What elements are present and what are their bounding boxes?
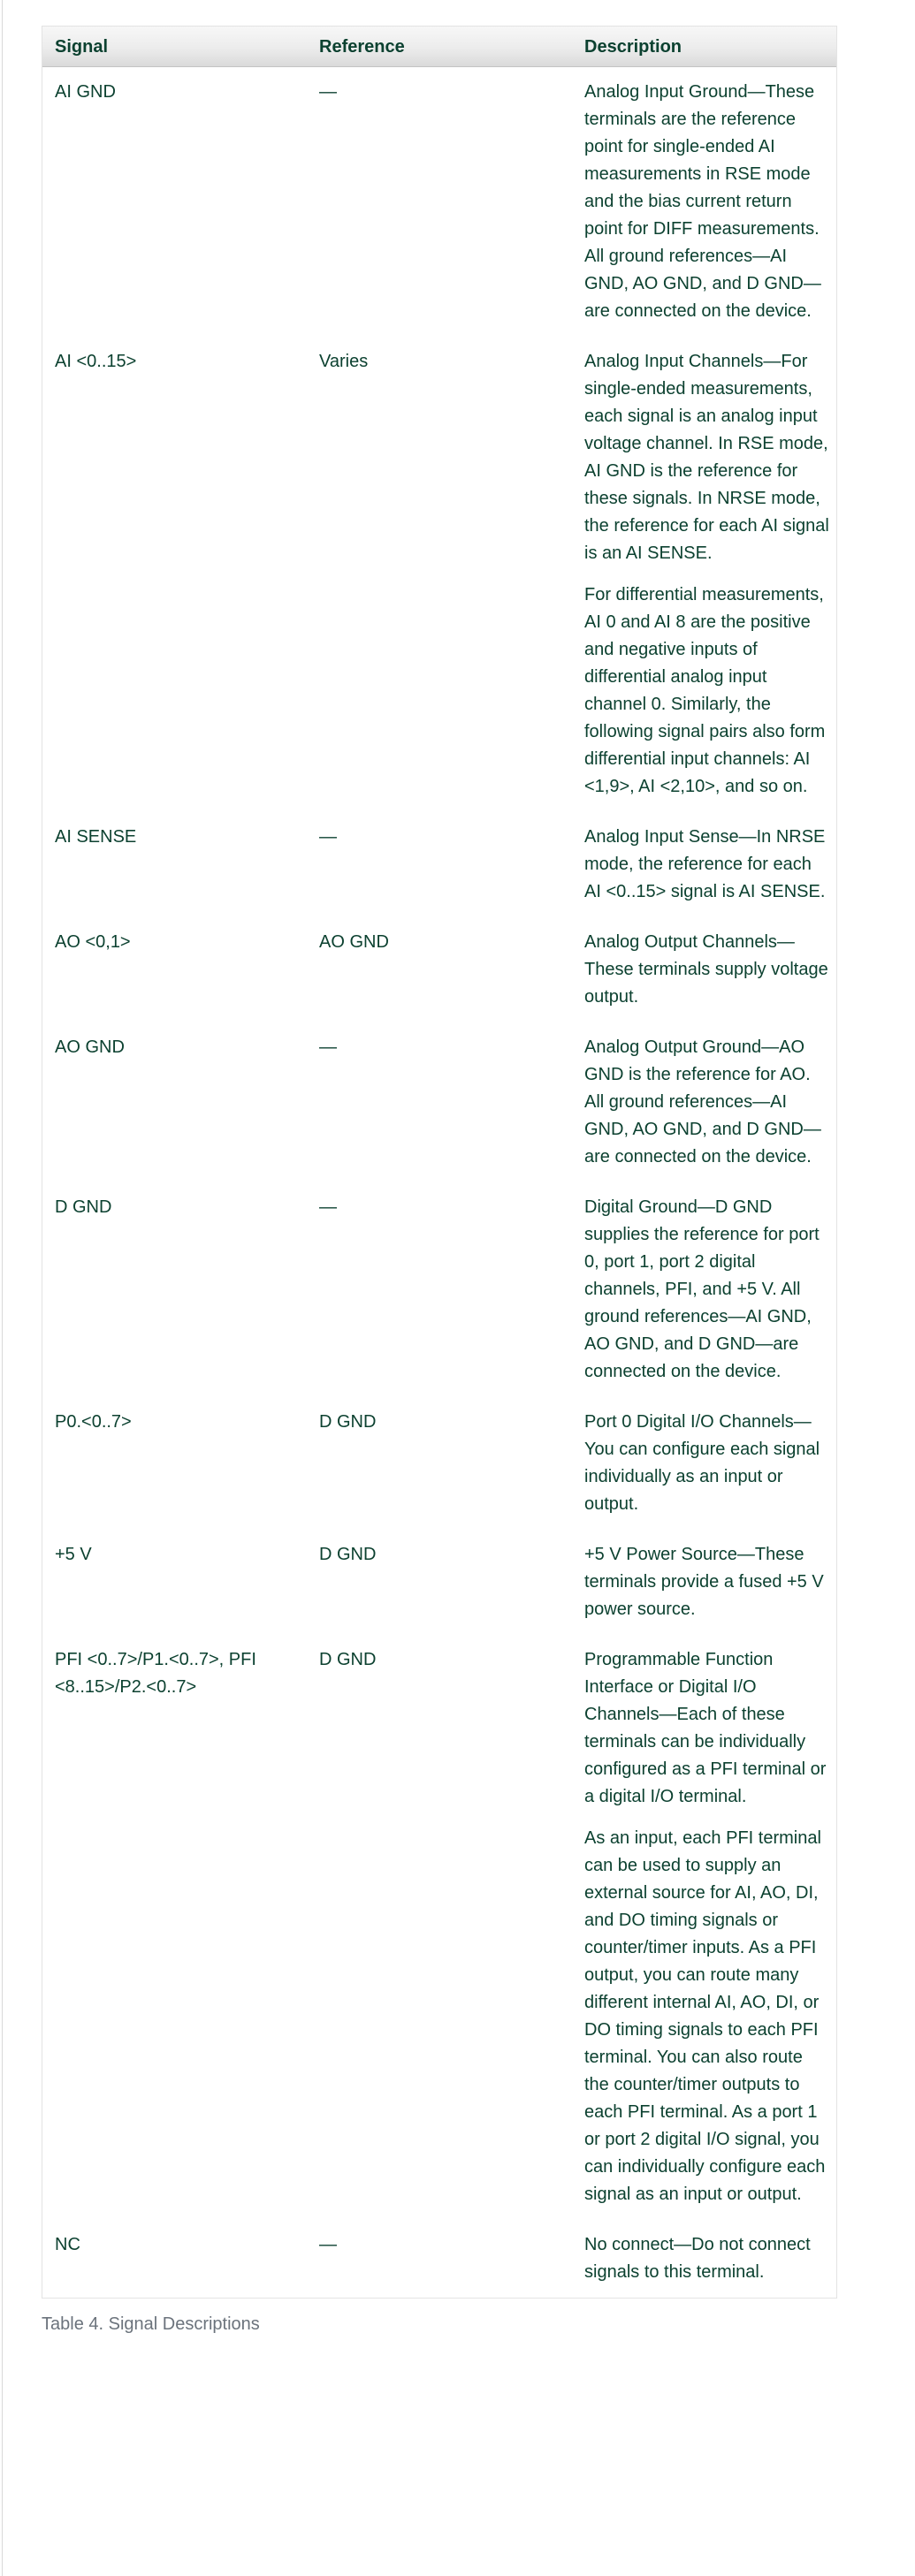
description-cell	[572, 1022, 836, 1182]
signal-cell: AI GND	[55, 82, 116, 102]
description-paragraph: Analog Output Ground—AO GND is the reference for AO. All ground references—AI GND, AO GND, and D GND—are connected on the device.	[584, 1037, 821, 1166]
signal-cell: +5 V	[55, 1545, 92, 1564]
table-row	[42, 67, 836, 337]
reference-cell: D GND	[319, 1650, 377, 1669]
description-paragraph: As an input, each PFI terminal can be used to supply an external source for AI, AO, DI, and DO timing signals or counter/timer inputs. As a PFI output, you can route many different internal AI, AO, DI, or DO timing signals to each PFI terminal. You can also route the counter/timer outputs to each PFI terminal. As a port 1 or port 2 digital I/O signal, you can individually configure each signal as an input or output.	[584, 1828, 826, 2204]
description-cell	[572, 1530, 836, 1635]
description-cell	[572, 2220, 836, 2298]
reference-cell: D GND	[319, 1545, 377, 1564]
description-paragraph: Port 0 Digital I/O Channels—You can configure each signal individually as an input or output.	[584, 1412, 820, 1514]
table-row	[42, 1530, 836, 1635]
description-paragraph: Analog Output Channels—These terminals supply voltage output.	[584, 932, 828, 1007]
signal-cell: AI <0..15>	[55, 352, 137, 371]
description-cell	[572, 67, 836, 337]
description-cell	[572, 1182, 836, 1397]
column-header-reference: Reference	[307, 27, 572, 67]
description-paragraph: Analog Input Ground—These terminals are the reference point for single-ended AI measurements in RSE mode and the bias current return point for DIFF measurements. All ground references—AI GND, AO GND, and D GND—are connected on the device.	[584, 82, 821, 321]
reference-cell: —	[319, 82, 337, 102]
signals-table	[42, 26, 837, 2299]
description-paragraph: +5 V Power Source—These terminals provide a fused +5 V power source.	[584, 1545, 824, 1619]
reference-cell: —	[319, 1197, 337, 1217]
table-body	[42, 67, 836, 2298]
table-row	[42, 1022, 836, 1182]
signal-descriptions-section	[42, 26, 835, 2335]
description-paragraph: No connect—Do not connect signals to this terminal.	[584, 2235, 811, 2282]
column-header-description: Description	[572, 27, 836, 67]
description-cell	[572, 917, 836, 1022]
description-paragraph: Digital Ground—D GND supplies the reference for port 0, port 1, port 2 digital channels, PFI, and +5 V. All ground references—AI GND, AO GND, and D GND—are connected on the device.	[584, 1197, 820, 1381]
description-paragraph: For differential measurements, AI 0 and AI 8 are the positive and negative inputs of differential analog input channel 0. Similarly, the following signal pairs also form differential input channels: AI <1,9>, AI <2,10>, and so on.	[584, 585, 826, 796]
table-row	[42, 812, 836, 917]
table-row	[42, 2220, 836, 2298]
reference-cell: —	[319, 2235, 337, 2254]
table-header-row	[42, 27, 836, 67]
reference-cell: AO GND	[319, 932, 389, 952]
reference-cell: —	[319, 827, 337, 847]
table-caption: Table 4. Signal Descriptions	[42, 2314, 260, 2334]
signal-cell: AI SENSE	[55, 827, 137, 847]
signal-cell: D GND	[55, 1197, 112, 1217]
reference-cell: Varies	[319, 352, 369, 371]
reference-cell: D GND	[319, 1412, 377, 1432]
description-cell	[572, 812, 836, 917]
description-cell	[572, 337, 836, 812]
page-left-edge	[2, 0, 3, 2576]
description-paragraph: Analog Input Sense—In NRSE mode, the reference for each AI <0..15> signal is AI SENSE.	[584, 827, 826, 901]
description-cell	[572, 1397, 836, 1530]
signal-cell: NC	[55, 2235, 80, 2254]
signal-cell: AO GND	[55, 1037, 125, 1057]
signal-cell: PFI <0..7>/P1.<0..7>, PFI <8..15>/P2.<0..7>	[55, 1650, 256, 1697]
signal-cell: P0.<0..7>	[55, 1412, 132, 1432]
table-row	[42, 337, 836, 812]
description-cell	[572, 1635, 836, 2220]
table-row	[42, 1397, 836, 1530]
table-row	[42, 1182, 836, 1397]
signal-cell: AO <0,1>	[55, 932, 131, 952]
column-header-signal: Signal	[42, 27, 307, 67]
description-paragraph: Analog Input Channels—For single-ended measurements, each signal is an analog input voltage channel. In RSE mode, AI GND is the reference for these signals. In NRSE mode, the reference for each AI signal is an AI SENSE.	[584, 352, 829, 563]
table-row	[42, 917, 836, 1022]
reference-cell: —	[319, 1037, 337, 1057]
description-paragraph: Programmable Function Interface or Digital I/O Channels—Each of these terminals can be individually configured as a PFI terminal or a digital I/O terminal.	[584, 1650, 827, 1806]
table-row	[42, 1635, 836, 2220]
